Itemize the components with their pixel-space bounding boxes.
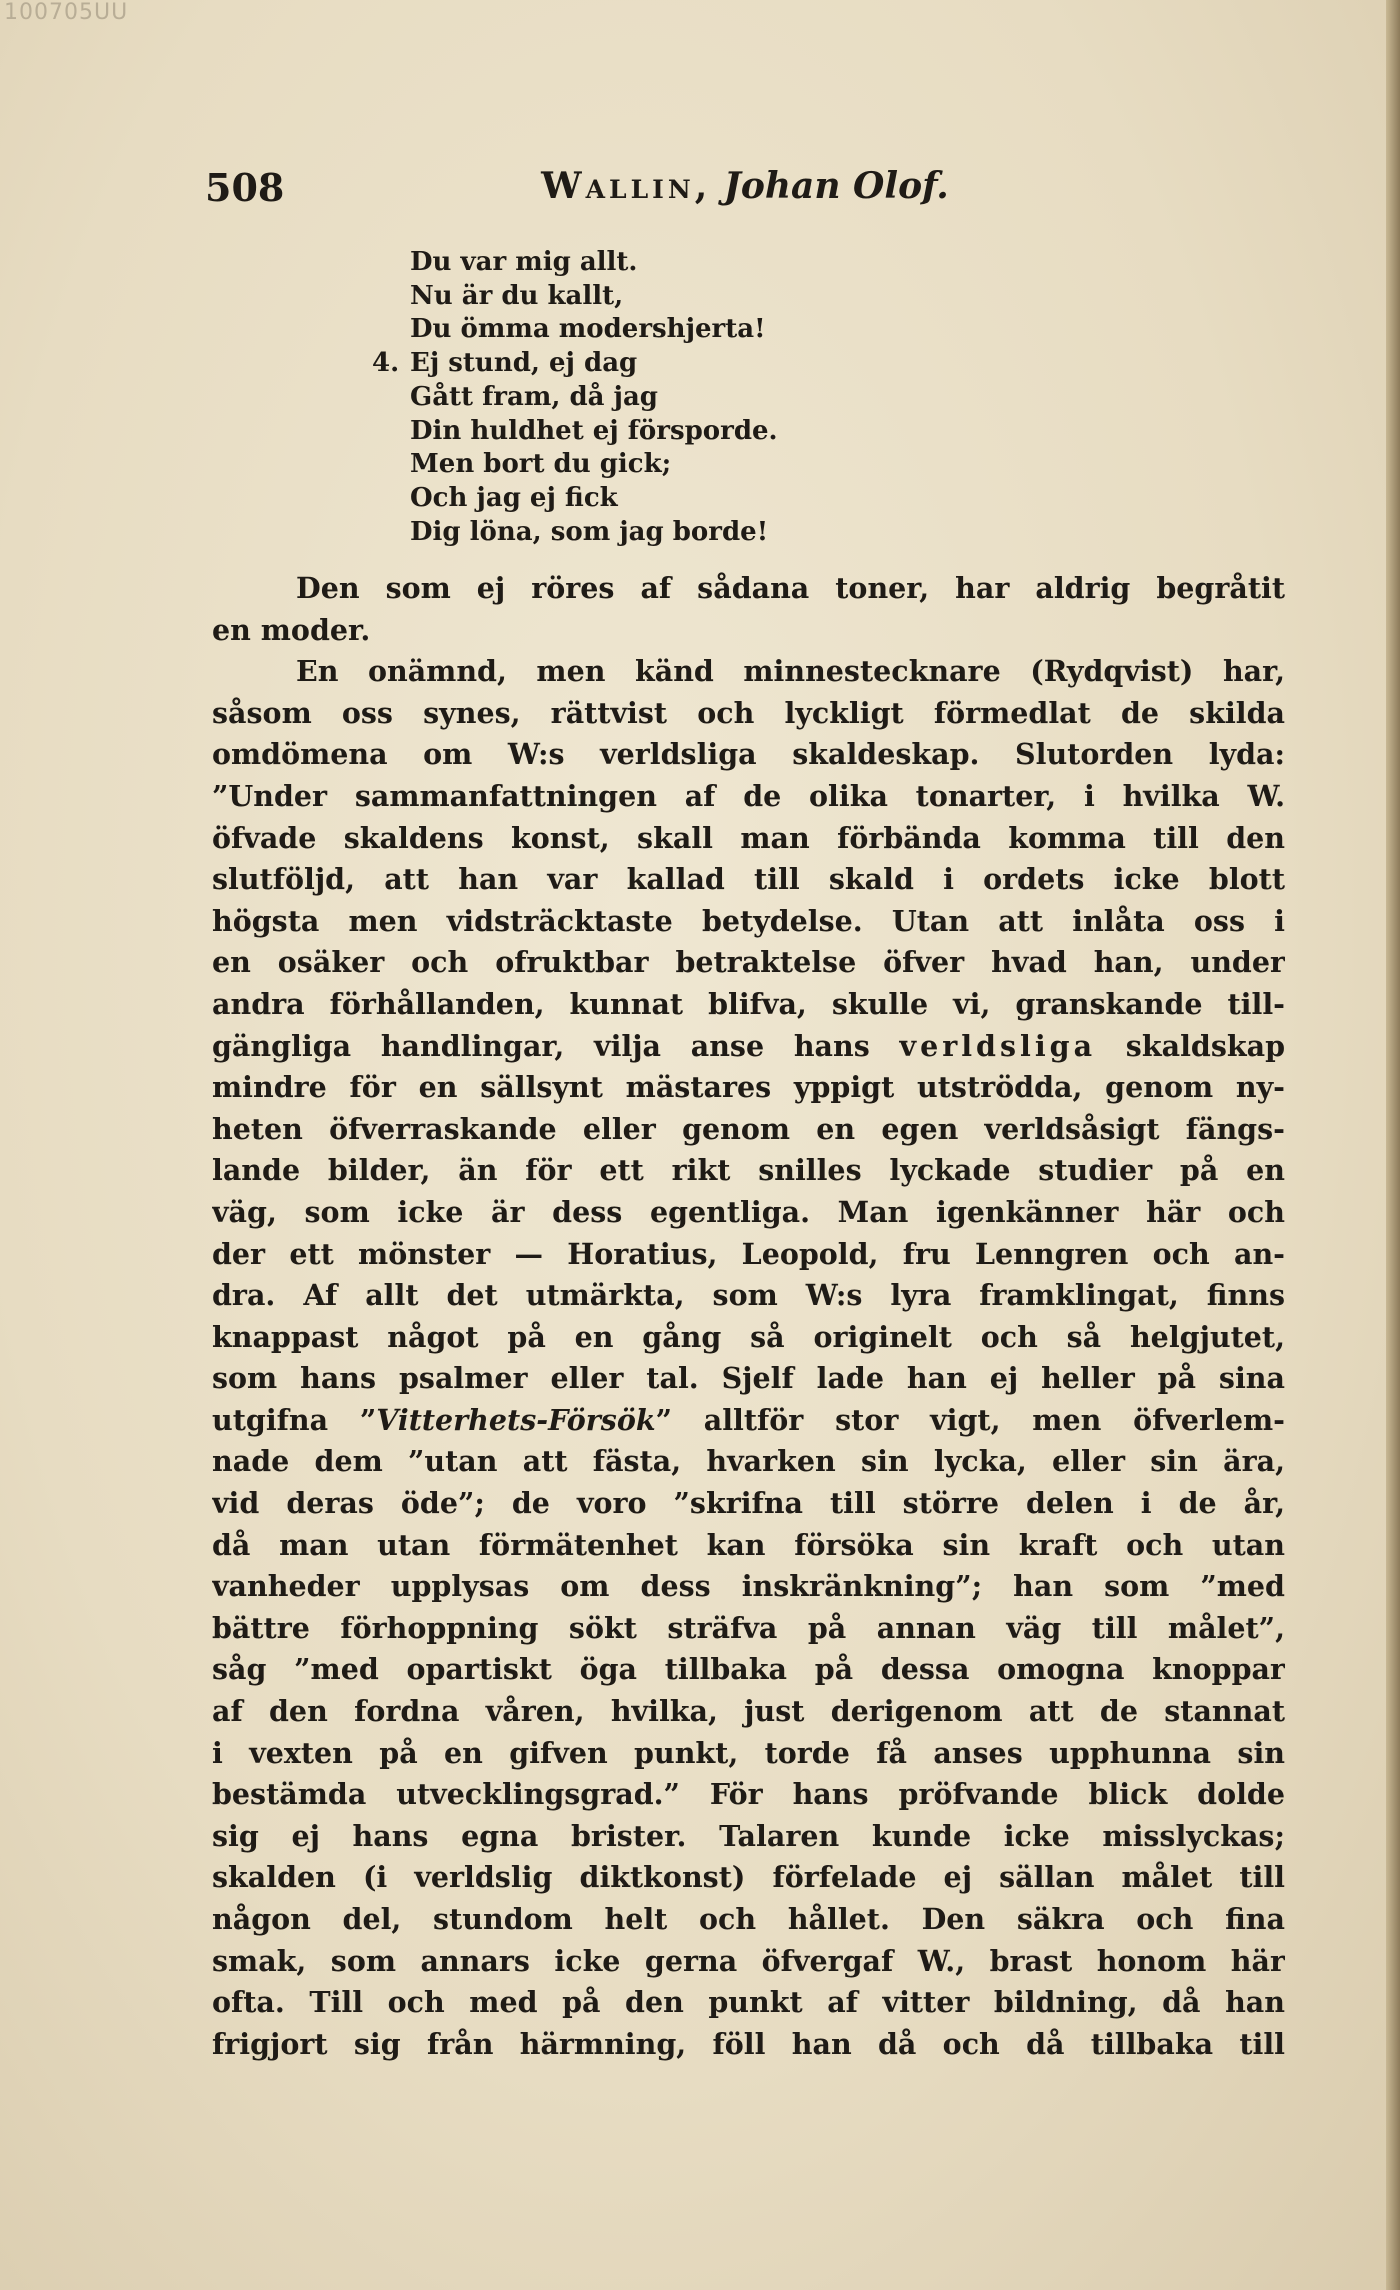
stanza-number: 4. [372,348,400,379]
poem-line-text: Du ömma modershjerta! [410,314,766,345]
text-line: såsom oss synes, rättvist och lyckligt förmedlat de skilda [212,695,1285,730]
poem-line [410,482,1170,516]
text-segment: gängliga handlingar, vilja anse hans [212,1028,900,1063]
text-line: öfvade skaldens konst, skall man förbända komma till den [212,820,1285,855]
text-line: omdömena om W:s verldsliga skaldeskap. Slutorden lyda: [212,737,1285,772]
text-line [212,1400,1285,1442]
text-line: väg, som icke är dess egentliga. Man igenkänner här och [212,1194,1285,1229]
text-line: mindre för en sällsynt mästares yppigt utströdda, genom ny- [212,1070,1285,1105]
running-head [205,165,1285,215]
emphasized-word: verldsliga [899,1028,1097,1063]
text-line: bestämda utvecklingsgrad.” För hans pröfvande blick dolde [212,1777,1285,1812]
text-line: En onämnd, men känd minnestecknare (Rydqvist) har, [296,654,1285,689]
text-line: heten öfverraskande eller genom en egen verldsåsigt fängs- [212,1111,1285,1146]
poem-stanza [372,246,1170,549]
text-line: en moder. [212,612,371,647]
poem-line-text: Gått fram, då jag [410,381,658,412]
scan-identifier: 100705UU [4,0,129,25]
poem-line [410,313,1170,347]
poem-line [410,381,1170,415]
text-line: en osäker och ofruktbar betraktelse öfver hvad han, under [212,945,1285,980]
text-line: andra förhållanden, kunnat blifva, skulle vi, granskande till- [212,986,1285,1021]
text-line: någon del, stundom helt och hållet. Den säkra och fina [212,1902,1285,1936]
text-line: smak, som annars icke gerna öfvergaf W., brast honom här [212,1943,1285,1978]
text-line: bättre förhoppning sökt sträfva på annan väg till målet”, [212,1610,1285,1645]
body-text [212,568,1285,2065]
text-line: nade dem ”utan att fästa, hvarken sin lycka, eller sin ära, [212,1444,1285,1479]
poem-line [410,448,1170,482]
poem-line-text: Nu är du kallt, [410,280,624,311]
text-line: frigjort sig från härmning, föll han då och då tillbaka till [212,2026,1285,2061]
text-line: sig ej hans egna brister. Talaren kunde icke misslyckas; [212,1818,1285,1853]
poem-line [410,280,1170,314]
running-title-given-names: Johan Olof. [723,165,949,207]
text-line: knappast något på en gång så originelt och så helgjutet, [212,1319,1285,1354]
italic-title: Vitterhets-Försök [376,1402,656,1437]
text-line: då man utan förmätenhet kan försöka sin kraft och utan [212,1527,1285,1562]
text-line: ”Under sammanfattningen af de olika tonarter, i hvilka W. [212,778,1285,813]
text-line: lande bilder, än för ett rikt snilles lyckade studier på en [212,1153,1285,1188]
text-segment: utgifna ” [212,1402,377,1437]
text-line: skalden (i verldslig diktkonst) förfelade ej sällan målet till [212,1860,1285,1895]
text-line [212,1026,1285,1068]
text-line: såg ”med opartiskt öga tillbaka på dessa omogna knoppar [212,1652,1285,1687]
text-line: der ett mönster — Horatius, Leopold, fru Lenngren och an- [212,1236,1285,1271]
poem-line [410,415,1170,449]
poem-line-text: Dig löna, som jag borde! [410,516,769,547]
page-number: 508 [205,165,285,210]
page-edge-shadow [1386,0,1400,2290]
text-line: högsta men vidsträcktaste betydelse. Utan att inlåta oss i [212,903,1285,938]
running-title-surname: Wallin, [541,165,712,207]
poem-line [410,246,1170,280]
text-line: slutföljd, att han var kallad till skald i ordets icke blott [212,862,1285,897]
text-segment: skaldskap [1096,1028,1285,1063]
poem-line-text: Du var mig allt. [410,247,638,277]
text-line: vid deras öde”; de voro ”skrifna till större delen i de år, [212,1486,1285,1521]
text-line: ofta. Till och med på den punkt af vitter bildning, då han [212,1985,1285,2020]
text-line: i vexten på en gifven punkt, torde få anses upphunna sin [212,1735,1285,1770]
running-title [205,165,1285,207]
poem-line [372,347,1170,381]
text-segment: ” alltför stor vigt, men öfverlem- [655,1402,1285,1437]
poem-line-text: Men bort du gick; [410,449,672,480]
poem-line-text: Din huldhet ej försporde. [410,415,778,446]
text-line: vanheder upplysas om dess inskränkning”; han som ”med [212,1569,1285,1604]
text-line: som hans psalmer eller tal. Sjelf lade han ej heller på sina [212,1361,1285,1396]
text-line: Den som ej röres af sådana toner, har aldrig begråtit [296,571,1285,605]
text-line: af den fordna våren, hvilka, just derigenom att de stannat [212,1694,1285,1729]
text-line: dra. Af allt det utmärkta, som W:s lyra framklingat, finns [212,1278,1285,1313]
poem-line [410,516,1170,550]
poem-line-text: Och jag ej fick [410,482,618,513]
poem-line-text: Ej stund, ej dag [410,348,638,379]
